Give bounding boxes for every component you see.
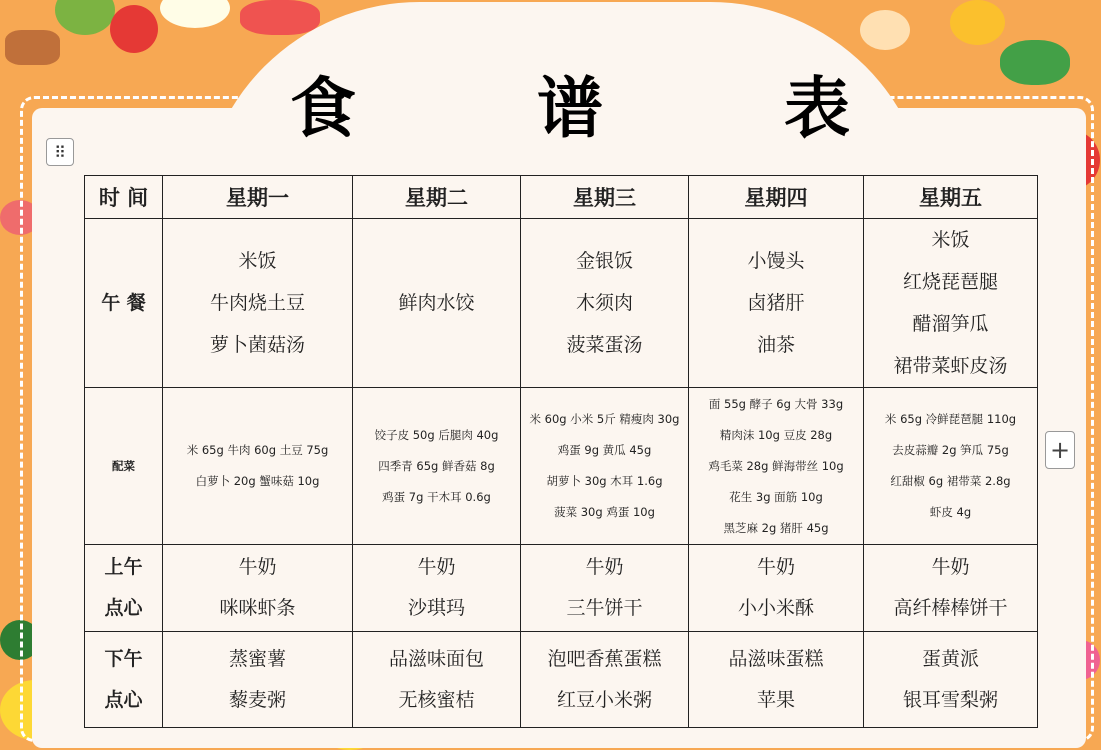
ingredient-line: 饺子皮 50g 后腿肉 40g [374,427,499,442]
table-cell [689,545,864,632]
menu-table [84,175,1038,728]
table-row [85,219,1038,388]
title-char: 谱 [537,68,603,147]
dish: 牛奶 [756,556,795,578]
row-header [85,388,163,545]
table-row [85,545,1038,632]
jar-decoration [5,30,60,65]
table-cell [689,388,864,545]
dish: 萝卜菌菇汤 [209,334,305,356]
table-row [85,388,1038,545]
table-cell [521,219,689,388]
ingredient-line: 黑芝麻 2g 猪肝 45g [723,520,829,535]
dish: 三牛饼干 [566,597,643,619]
dish: 醋溜笋瓜 [912,313,989,335]
table-cell [353,545,521,632]
page-title [290,62,850,147]
table-cell [864,545,1038,632]
table-cell [521,545,689,632]
dish: 鲜肉水饺 [398,292,475,314]
row-header-line: 配菜 [112,458,135,473]
table-cell [864,632,1038,728]
egg-decoration [160,0,230,28]
row-header-line: 上午 [104,556,143,578]
peas-decoration [1000,40,1070,85]
day-header: 星期四 [689,176,864,219]
pepper-decoration [950,0,1005,45]
title-char: 表 [784,68,850,147]
dish: 红豆小米粥 [556,688,652,711]
ingredient-line: 米 65g 牛肉 60g 土豆 75g [186,443,329,457]
dish: 油茶 [756,334,795,356]
dish: 品滋味面包 [388,647,484,670]
row-header [85,632,163,728]
ingredient-line: 鸡蛋 9g 黄瓜 45g [557,443,652,457]
table-cell [353,388,521,545]
table-cell [521,632,689,728]
dish: 牛肉烧土豆 [209,292,305,314]
corner-header: 时 间 [85,176,163,219]
dish: 卤猪肝 [747,292,805,314]
table-cell [521,388,689,545]
table-cell [864,388,1038,545]
dish: 金银饭 [575,250,633,272]
ingredient-line: 面 55g 酵子 6g 大骨 33g [708,396,844,411]
day-header: 星期二 [353,176,521,219]
dish: 蛋黄派 [921,647,979,670]
table-cell [353,219,521,388]
dish: 牛奶 [238,556,277,578]
ingredient-line: 胡萝卜 30g 木耳 1.6g [546,474,663,488]
ingredient-line: 花生 3g 面筋 10g [729,489,823,504]
dish: 高纤棒棒饼干 [893,597,1008,619]
table-row [85,632,1038,728]
row-header-line: 点心 [104,688,143,711]
title-char: 食 [290,68,356,147]
dish: 裙带菜虾皮汤 [893,355,1008,377]
dish: 米饭 [931,229,970,251]
ingredient-line: 四季青 65g 鲜香菇 8g [378,458,495,473]
drag-handle-icon[interactable] [46,138,74,166]
day-header: 星期五 [864,176,1038,219]
plus-icon: + [1049,436,1071,464]
ingredient-line: 米 65g 冷鲜琵琶腿 110g [884,412,1017,426]
ingredient-line: 红甜椒 6g 裙带菜 2.8g [890,474,1011,488]
day-header: 星期三 [521,176,689,219]
table-cell [163,219,353,388]
dish: 银耳雪梨粥 [902,688,998,711]
header-row [85,176,1038,219]
dish: 牛奶 [931,556,970,578]
dish: 菠菜蛋汤 [566,334,643,356]
table-cell [689,632,864,728]
table-cell [864,219,1038,388]
row-header-line: 点心 [104,597,143,619]
add-column-button[interactable] [1045,431,1075,469]
table-cell [163,632,353,728]
table-cell [353,632,521,728]
dish: 咪咪虾条 [219,597,296,619]
ingredient-line: 菠菜 30g 鸡蛋 10g [554,505,655,519]
ingredient-line: 去皮蒜瓣 2g 笋瓜 75g [892,443,1009,457]
row-header [85,219,163,388]
avocado-decoration [55,0,115,35]
table-cell [163,545,353,632]
meat-decoration [240,0,320,35]
tomato-decoration [110,5,158,53]
row-header-line: 午 餐 [101,292,146,314]
dish: 木须肉 [575,292,633,314]
ingredient-line: 白萝卜 20g 蟹味菇 10g [195,474,320,488]
row-header [85,545,163,632]
ingredient-line: 鸡蛋 7g 干木耳 0.6g [382,489,491,504]
dish: 小小米酥 [737,597,814,619]
ingredient-line: 米 60g 小米 5斤 精瘦肉 30g [529,412,680,426]
ingredient-line: 虾皮 4g [929,505,972,519]
dish: 品滋味蛋糕 [728,647,824,670]
ingredient-line: 精肉沫 10g 豆皮 28g [719,427,833,442]
dish: 小馒头 [747,250,805,272]
dish: 泡吧香蕉蛋糕 [547,647,662,670]
dish: 米饭 [238,250,277,272]
dish: 沙琪玛 [407,597,465,619]
dish: 无核蜜桔 [398,688,475,711]
drag-handle-glyph: ⠿ [54,142,66,162]
bread-decoration [860,10,910,50]
dish: 苹果 [756,688,795,711]
dish: 蒸蜜薯 [228,647,286,670]
dish: 牛奶 [585,556,624,578]
dish: 红烧琵琶腿 [902,271,998,293]
table-cell [163,388,353,545]
row-header-line: 下午 [104,647,143,670]
day-header: 星期一 [163,176,353,219]
dish: 藜麦粥 [228,688,286,711]
dish: 牛奶 [417,556,456,578]
ingredient-line: 鸡毛菜 28g 鲜海带丝 10g [708,458,844,473]
table-cell [689,219,864,388]
